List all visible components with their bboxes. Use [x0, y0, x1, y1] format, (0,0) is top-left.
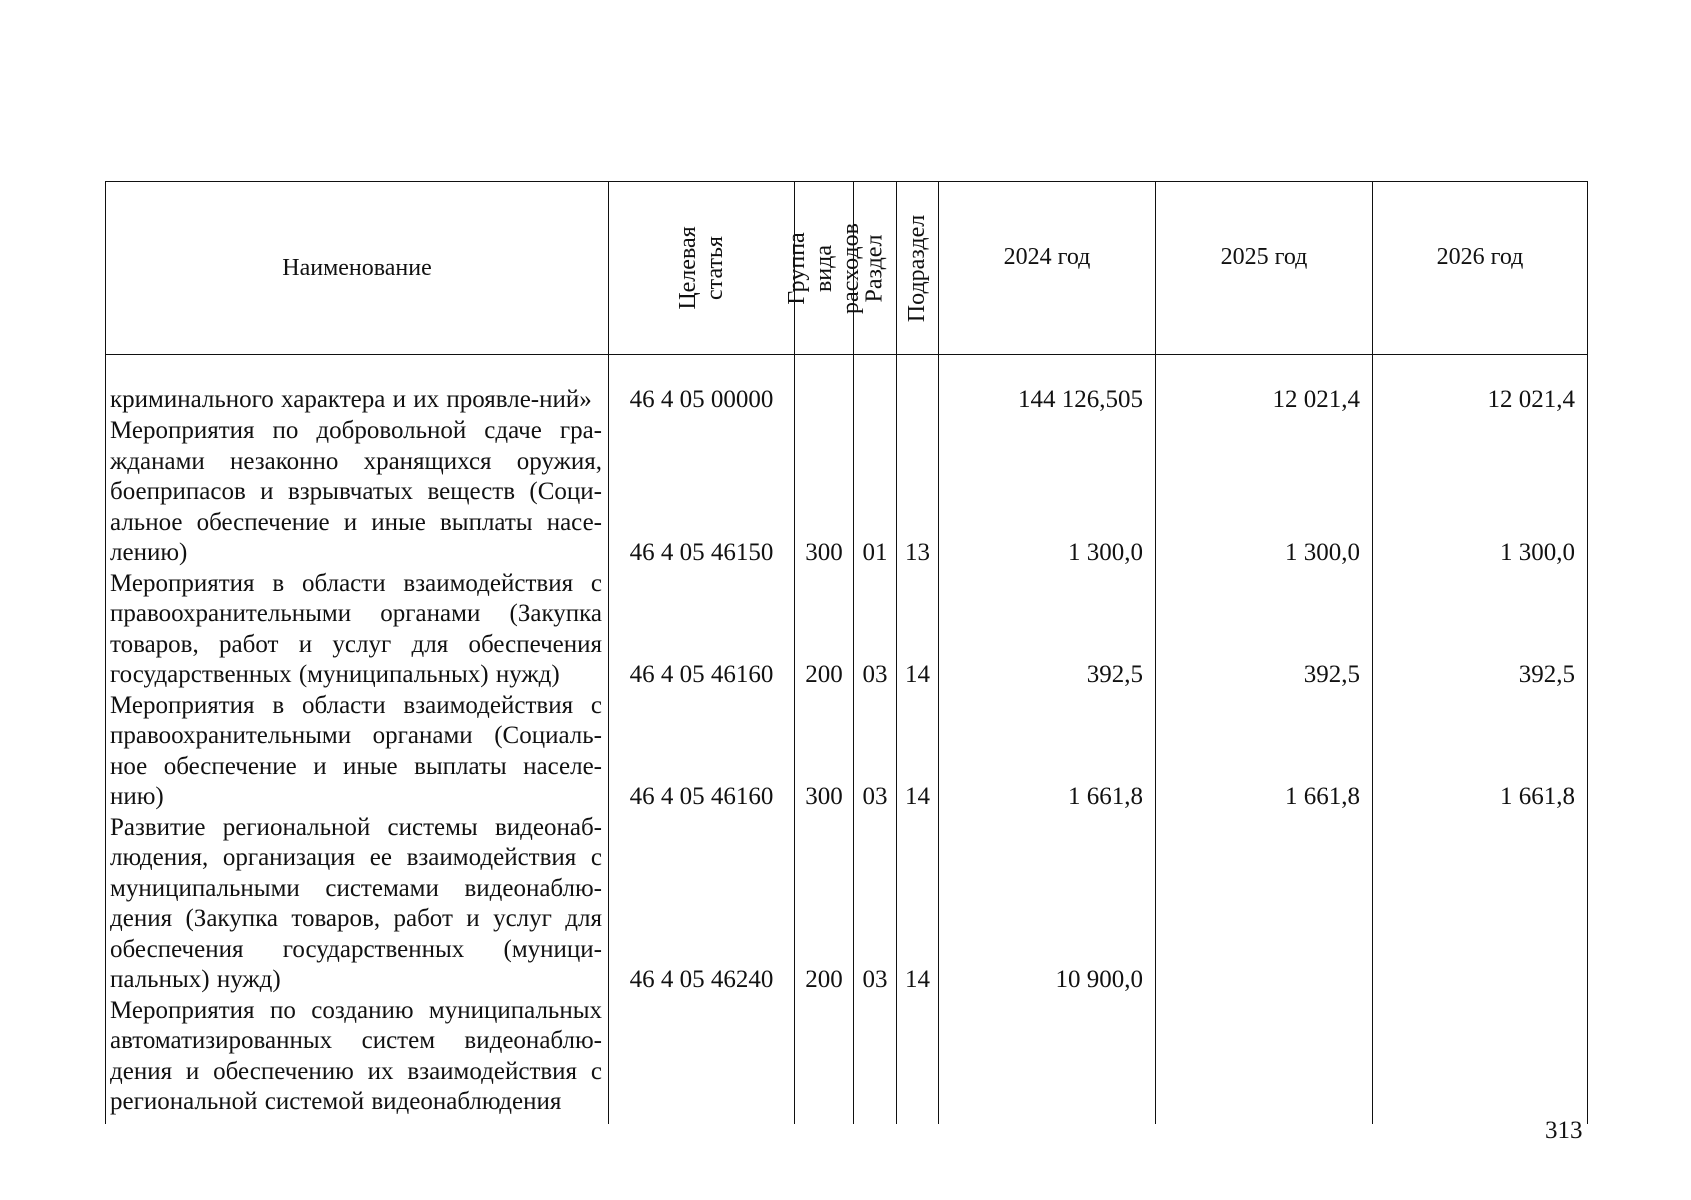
header-2024: 2024 год: [939, 182, 1156, 355]
row-value-2025: 1 300,0: [1156, 416, 1373, 569]
row-name: Мероприятия в области взаимодействия с правоохранительными органами (Закупка товаров, работ и услуг для обеспечения государственных (муниципальных) нужд): [106, 569, 609, 691]
row-value-2025: 12 021,4: [1156, 355, 1373, 416]
row-target-article: 46 4 05 46240: [609, 813, 795, 996]
row-value-2026: [1373, 813, 1588, 996]
header-expense-group-label: Группа вида расходов: [783, 222, 864, 314]
row-value-2026: [1373, 996, 1588, 1124]
row-expense-group: 300: [795, 416, 854, 569]
row-target-article: 46 4 05 00000: [609, 355, 795, 416]
row-value-2025: 392,5: [1156, 569, 1373, 691]
table-row: [106, 691, 1588, 813]
row-subsection: 14: [897, 569, 939, 691]
row-value-2026: 392,5: [1373, 569, 1588, 691]
row-section: 03: [854, 569, 897, 691]
row-subsection: [897, 355, 939, 416]
header-target-article-label: Целевая статья: [674, 226, 728, 310]
row-value-2024: 392,5: [939, 569, 1156, 691]
table-row: [106, 813, 1588, 996]
row-value-2025: 1 661,8: [1156, 691, 1373, 813]
table-row: [106, 355, 1588, 416]
budget-table: [105, 181, 1588, 1124]
table-row: [106, 416, 1588, 569]
row-expense-group: 200: [795, 569, 854, 691]
row-value-2024: 1 661,8: [939, 691, 1156, 813]
row-section: 03: [854, 813, 897, 996]
row-value-2024: 10 900,0: [939, 813, 1156, 996]
row-subsection: [897, 996, 939, 1124]
row-value-2026: 12 021,4: [1373, 355, 1588, 416]
row-name: Развитие региональной системы видеонаб-людения, организация ее взаимодействия с муниципальными системами видеонаблю-дения (Закупка товаров, работ и услуг для обеспечения государственных (муници-пальных) нужд): [106, 813, 609, 996]
table-header: [106, 182, 1588, 355]
table-row: [106, 569, 1588, 691]
row-value-2024: 1 300,0: [939, 416, 1156, 569]
row-expense-group: 200: [795, 813, 854, 996]
page-number: 313: [1545, 1117, 1583, 1144]
row-target-article: 46 4 05 46160: [609, 691, 795, 813]
row-target-article: [609, 996, 795, 1124]
header-name: Наименование: [106, 182, 609, 355]
row-value-2024: 144 126,505: [939, 355, 1156, 416]
header-2025: 2025 год: [1156, 182, 1373, 355]
header-2026: 2026 год: [1373, 182, 1588, 355]
row-section: [854, 355, 897, 416]
table-row: [106, 996, 1588, 1124]
row-subsection: 13: [897, 416, 939, 569]
header-subsection-label: Подраздел: [904, 214, 931, 322]
row-section: 03: [854, 691, 897, 813]
row-target-article: 46 4 05 46160: [609, 569, 795, 691]
header-subsection: [897, 182, 939, 355]
row-target-article: 46 4 05 46150: [609, 416, 795, 569]
row-expense-group: [795, 996, 854, 1124]
row-section: [854, 996, 897, 1124]
row-value-2025: [1156, 813, 1373, 996]
row-value-2026: 1 300,0: [1373, 416, 1588, 569]
row-value-2025: [1156, 996, 1373, 1124]
row-value-2026: 1 661,8: [1373, 691, 1588, 813]
row-section: 01: [854, 416, 897, 569]
row-expense-group: [795, 355, 854, 416]
header-expense-group: [783, 182, 864, 355]
row-name: Мероприятия по добровольной сдаче гра-жданами незаконно хранящихся оружия, боеприпасов и взрывчатых веществ (Соци-альное обеспечение и иные выплаты насе-лению): [106, 416, 609, 569]
header-section-label: Раздел: [861, 234, 888, 302]
row-value-2024: [939, 996, 1156, 1124]
header-target-article: [609, 182, 795, 355]
table-body: [106, 355, 1588, 1124]
row-subsection: 14: [897, 691, 939, 813]
row-name: Мероприятия по созданию муниципальных автоматизированных систем видеонаблю-дения и обеспечению их взаимодействия с региональной системой видеонаблюдения: [106, 996, 609, 1124]
row-name: Мероприятия в области взаимодействия с правоохранительными органами (Социаль-ное обеспечение и иные выплаты населе-нию): [106, 691, 609, 813]
row-subsection: 14: [897, 813, 939, 996]
row-expense-group: 300: [795, 691, 854, 813]
row-name: криминального характера и их проявле-ний»: [106, 355, 609, 416]
